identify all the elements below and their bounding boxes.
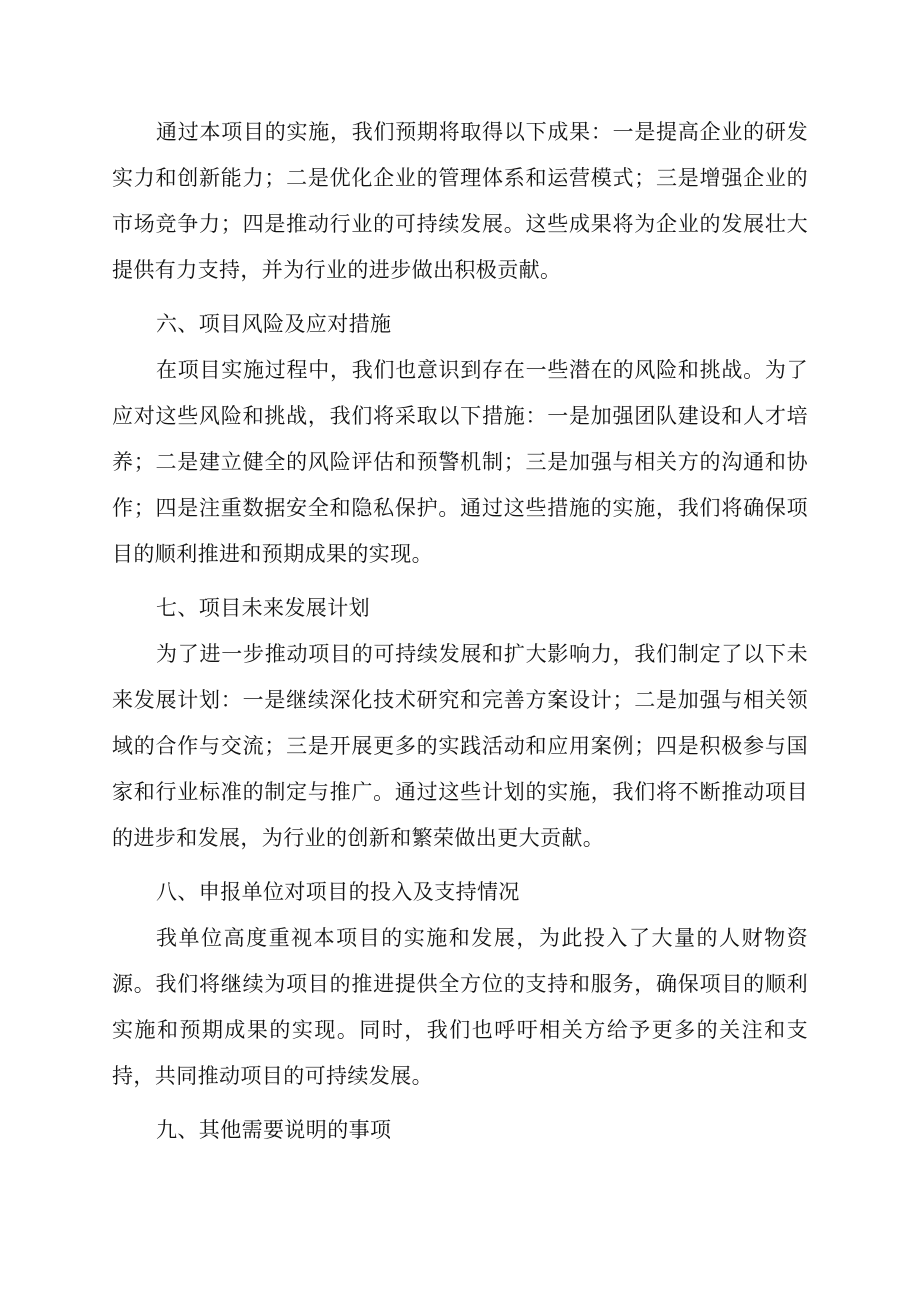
paragraph-risk-measures: 在项目实施过程中，我们也意识到存在一些潜在的风险和挑战。为了应对这些风险和挑战，我们将采取以下措施：一是加强团队建设和人才培养；二是建立健全的风险评估和预警机制；三是加强与相关方的沟通和协作；四是注重数据安全和隐私保护。通过这些措施的实施，我们将确保项目的顺利推进和预期成果的实现。: [112, 358, 808, 566]
paragraph-unit-support: 我单位高度重视本项目的实施和发展，为此投入了大量的人财物资源。我们将继续为项目的推进提供全方位的支持和服务，确保项目的顺利实施和预期成果的实现。同时，我们也呼吁相关方给予更多的关注和支持，共同推动项目的可持续发展。: [112, 926, 808, 1088]
paragraph-expected-results: 通过本项目的实施，我们预期将取得以下成果：一是提高企业的研发实力和创新能力；二是优化企业的管理体系和运营模式；三是增强企业的市场竞争力；四是推动行业的可持续发展。这些成果将为企业的发展壮大提供有力支持，并为行业的进步做出积极贡献。: [112, 120, 808, 282]
section-heading-future-plan: 七、项目未来发展计划: [156, 596, 370, 620]
section-heading-risks: 六、项目风险及应对措施: [156, 312, 392, 336]
section-heading-other-matters: 九、其他需要说明的事项: [156, 1118, 392, 1142]
paragraph-future-plan: 为了进一步推动项目的可持续发展和扩大影响力，我们制定了以下未来发展计划：一是继续深化技术研究和完善方案设计；二是加强与相关领域的合作与交流；三是开展更多的实践活动和应用案例；四是积极参与国家和行业标准的制定与推广。通过这些计划的实施，我们将不断推动项目的进步和发展，为行业的创新和繁荣做出更大贡献。: [112, 642, 808, 850]
section-heading-unit-support: 八、申报单位对项目的投入及支持情况: [156, 880, 520, 904]
